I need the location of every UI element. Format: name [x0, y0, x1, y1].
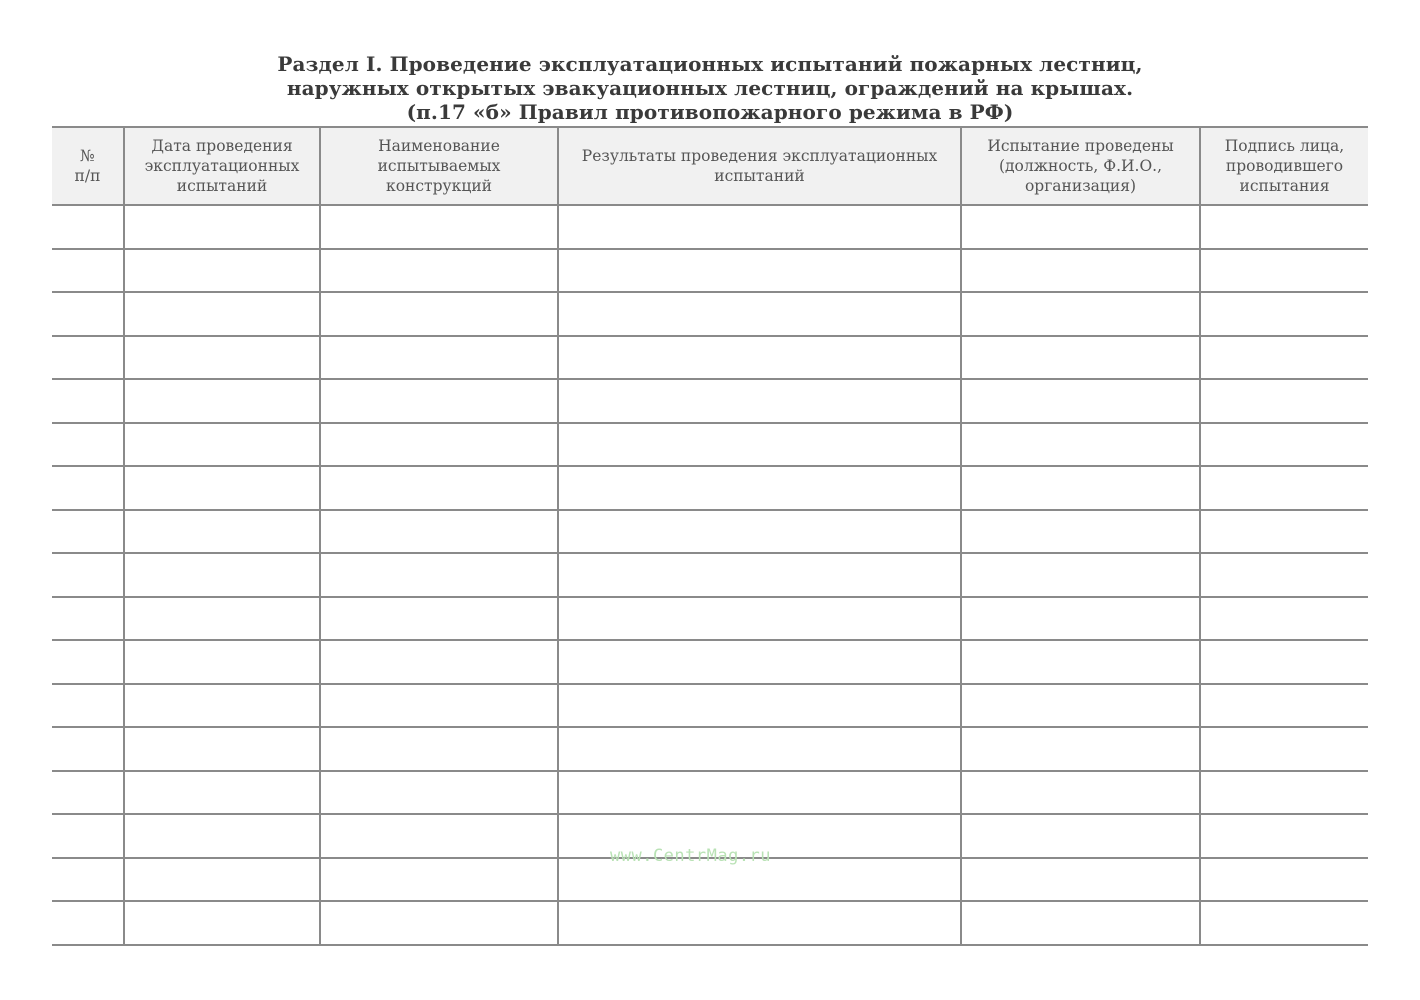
cell-test-results[interactable]	[558, 901, 961, 945]
cell-number[interactable]	[52, 205, 124, 249]
cell-test-results[interactable]	[558, 336, 961, 380]
table-row	[52, 553, 1368, 597]
cell-test-date[interactable]	[124, 684, 320, 728]
cell-number[interactable]	[52, 510, 124, 554]
cell-signature[interactable]	[1200, 553, 1368, 597]
cell-test-results[interactable]	[558, 510, 961, 554]
cell-tested-by[interactable]	[961, 423, 1200, 467]
cell-signature[interactable]	[1200, 640, 1368, 684]
table-row	[52, 510, 1368, 554]
cell-test-date[interactable]	[124, 597, 320, 641]
cell-signature[interactable]	[1200, 466, 1368, 510]
cell-number[interactable]	[52, 771, 124, 815]
table-row	[52, 423, 1368, 467]
cell-test-date[interactable]	[124, 901, 320, 945]
cell-tested-by[interactable]	[961, 771, 1200, 815]
cell-number[interactable]	[52, 727, 124, 771]
cell-test-results[interactable]	[558, 466, 961, 510]
cell-test-date[interactable]	[124, 379, 320, 423]
table-row	[52, 684, 1368, 728]
cell-number[interactable]	[52, 292, 124, 336]
cell-test-date[interactable]	[124, 249, 320, 293]
cell-structure-name[interactable]	[320, 814, 558, 858]
cell-tested-by[interactable]	[961, 205, 1200, 249]
table-row	[52, 901, 1368, 945]
cell-structure-name[interactable]	[320, 771, 558, 815]
watermark: www.CentrMag.ru	[610, 846, 772, 866]
cell-number[interactable]	[52, 423, 124, 467]
cell-test-date[interactable]	[124, 640, 320, 684]
cell-test-results[interactable]	[558, 249, 961, 293]
cell-tested-by[interactable]	[961, 553, 1200, 597]
table-row	[52, 727, 1368, 771]
cell-test-results[interactable]	[558, 640, 961, 684]
cell-signature[interactable]	[1200, 858, 1368, 902]
cell-signature[interactable]	[1200, 379, 1368, 423]
cell-signature[interactable]	[1200, 814, 1368, 858]
cell-number[interactable]	[52, 640, 124, 684]
cell-tested-by[interactable]	[961, 858, 1200, 902]
cell-structure-name[interactable]	[320, 510, 558, 554]
test-log-table	[52, 126, 1368, 946]
cell-signature[interactable]	[1200, 597, 1368, 641]
cell-test-results[interactable]	[558, 553, 961, 597]
cell-structure-name[interactable]	[320, 901, 558, 945]
title-line-2: наружных открытых эвакуационных лестниц, ограждений на крышах.	[286, 76, 1134, 100]
cell-tested-by[interactable]	[961, 249, 1200, 293]
cell-signature[interactable]	[1200, 510, 1368, 554]
header-tested-by: Испытание проведены (должность, Ф.И.О., организация)	[961, 127, 1200, 205]
cell-test-results[interactable]	[558, 771, 961, 815]
cell-test-date[interactable]	[124, 466, 320, 510]
cell-tested-by[interactable]	[961, 466, 1200, 510]
cell-structure-name[interactable]	[320, 684, 558, 728]
header-structure-name: Наименование испытываемых конструкций	[320, 127, 558, 205]
header-test-date: Дата проведения эксплуатационных испытаний	[124, 127, 320, 205]
cell-signature[interactable]	[1200, 336, 1368, 380]
cell-structure-name[interactable]	[320, 205, 558, 249]
cell-number[interactable]	[52, 466, 124, 510]
cell-tested-by[interactable]	[961, 814, 1200, 858]
cell-test-results[interactable]	[558, 292, 961, 336]
cell-structure-name[interactable]	[320, 292, 558, 336]
cell-test-date[interactable]	[124, 336, 320, 380]
cell-test-results[interactable]	[558, 205, 961, 249]
cell-signature[interactable]	[1200, 771, 1368, 815]
cell-test-date[interactable]	[124, 814, 320, 858]
table-row	[52, 640, 1368, 684]
form-title	[0, 52, 1420, 124]
cell-signature[interactable]	[1200, 205, 1368, 249]
table-row	[52, 336, 1368, 380]
cell-structure-name[interactable]	[320, 423, 558, 467]
cell-tested-by[interactable]	[961, 640, 1200, 684]
cell-test-date[interactable]	[124, 553, 320, 597]
cell-structure-name[interactable]	[320, 336, 558, 380]
cell-tested-by[interactable]	[961, 901, 1200, 945]
table-row	[52, 597, 1368, 641]
cell-number[interactable]	[52, 684, 124, 728]
cell-signature[interactable]	[1200, 249, 1368, 293]
cell-structure-name[interactable]	[320, 466, 558, 510]
cell-signature[interactable]	[1200, 292, 1368, 336]
cell-tested-by[interactable]	[961, 510, 1200, 554]
cell-tested-by[interactable]	[961, 379, 1200, 423]
cell-tested-by[interactable]	[961, 597, 1200, 641]
cell-test-results[interactable]	[558, 379, 961, 423]
cell-number[interactable]	[52, 553, 124, 597]
cell-structure-name[interactable]	[320, 858, 558, 902]
cell-structure-name[interactable]	[320, 640, 558, 684]
cell-structure-name[interactable]	[320, 249, 558, 293]
cell-test-results[interactable]	[558, 684, 961, 728]
cell-test-date[interactable]	[124, 292, 320, 336]
cell-number[interactable]	[52, 814, 124, 858]
table-header-row	[52, 127, 1368, 205]
cell-tested-by[interactable]	[961, 684, 1200, 728]
table-row	[52, 771, 1368, 815]
title-line-1: Раздел I. Проведение эксплуатационных испытаний пожарных лестниц,	[277, 52, 1143, 76]
table-body	[52, 205, 1368, 945]
title-line-3: (п.17 «б» Правил противопожарного режима в РФ)	[406, 100, 1014, 124]
cell-test-date[interactable]	[124, 510, 320, 554]
cell-test-date[interactable]	[124, 727, 320, 771]
cell-test-results[interactable]	[558, 727, 961, 771]
cell-test-date[interactable]	[124, 771, 320, 815]
cell-structure-name[interactable]	[320, 553, 558, 597]
table-row	[52, 205, 1368, 249]
cell-tested-by[interactable]	[961, 292, 1200, 336]
cell-signature[interactable]	[1200, 684, 1368, 728]
table-row	[52, 379, 1368, 423]
table-row	[52, 249, 1368, 293]
cell-number[interactable]	[52, 901, 124, 945]
cell-tested-by[interactable]	[961, 727, 1200, 771]
cell-number[interactable]	[52, 858, 124, 902]
cell-test-date[interactable]	[124, 858, 320, 902]
cell-signature[interactable]	[1200, 901, 1368, 945]
cell-signature[interactable]	[1200, 727, 1368, 771]
cell-structure-name[interactable]	[320, 727, 558, 771]
cell-number[interactable]	[52, 379, 124, 423]
cell-number[interactable]	[52, 336, 124, 380]
cell-number[interactable]	[52, 249, 124, 293]
cell-test-results[interactable]	[558, 597, 961, 641]
header-number: № п/п	[52, 127, 124, 205]
cell-test-results[interactable]	[558, 423, 961, 467]
cell-signature[interactable]	[1200, 423, 1368, 467]
header-test-results: Результаты проведения эксплуатационных испытаний	[558, 127, 961, 205]
cell-structure-name[interactable]	[320, 379, 558, 423]
cell-test-date[interactable]	[124, 423, 320, 467]
table-row	[52, 292, 1368, 336]
cell-number[interactable]	[52, 597, 124, 641]
header-signature: Подпись лица, проводившего испытания	[1200, 127, 1368, 205]
table-row	[52, 466, 1368, 510]
cell-structure-name[interactable]	[320, 597, 558, 641]
cell-test-date[interactable]	[124, 205, 320, 249]
cell-tested-by[interactable]	[961, 336, 1200, 380]
